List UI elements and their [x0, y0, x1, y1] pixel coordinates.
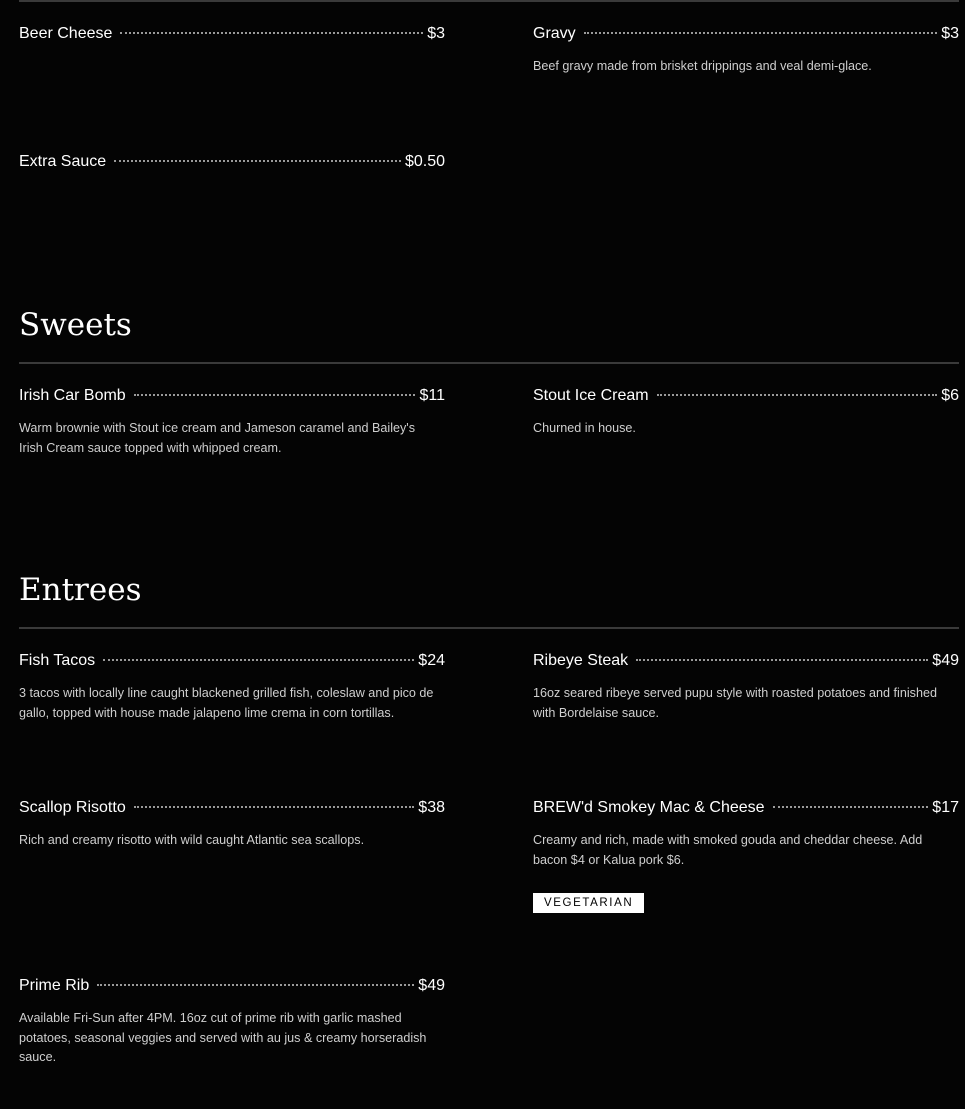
item-price: $49 [418, 977, 445, 994]
menu-item-extra-sauce [19, 150, 445, 174]
dot-leader [103, 659, 414, 661]
dot-leader [773, 806, 929, 808]
item-price: $3 [427, 25, 445, 42]
section-divider-top [19, 0, 959, 2]
menu-item-ribeye-steak [533, 649, 959, 723]
item-name: Irish Car Bomb [19, 387, 126, 404]
item-name: Gravy [533, 25, 576, 42]
section-divider-entrees [19, 627, 959, 629]
menu-item-gravy [533, 22, 959, 77]
item-description: Available Fri-Sun after 4PM. 16oz cut of prime rib with garlic mashed potatoes, seasonal veggies and served with au jus & creamy horseradish sauce. [19, 1011, 427, 1065]
item-description: 3 tacos with locally line caught blackened grilled fish, coleslaw and pico de gallo, topped with house made jalapeno lime crema in corn tortillas. [19, 686, 434, 720]
section-divider-sweets [19, 362, 959, 364]
item-price: $11 [419, 387, 445, 404]
item-name: Beer Cheese [19, 25, 113, 42]
dot-leader [584, 32, 938, 34]
item-description: Creamy and rich, made with smoked gouda and cheddar cheese. Add bacon $4 or Kalua pork $6. [533, 833, 923, 867]
menu-item-beer-cheese [19, 22, 445, 46]
section-title-sweets: Sweets [19, 307, 132, 343]
menu-item-scallop-risotto [19, 796, 445, 851]
dot-leader [134, 806, 415, 808]
item-description: Beef gravy made from brisket drippings and veal demi-glace. [533, 59, 872, 73]
item-description: Warm brownie with Stout ice cream and Jameson caramel and Bailey's Irish Cream sauce topped with whipped cream. [19, 421, 416, 455]
item-price: $38 [418, 799, 445, 816]
item-description: Rich and creamy risotto with wild caught Atlantic sea scallops. [19, 833, 365, 847]
menu-item-mac-cheese [533, 796, 959, 913]
dot-leader [636, 659, 928, 661]
dot-leader [134, 394, 416, 396]
item-price: $0.50 [404, 153, 445, 170]
dot-leader [97, 984, 414, 986]
menu-item-prime-rib [19, 974, 445, 1068]
menu-item-fish-tacos [19, 649, 445, 723]
vegetarian-badge: VEGETARIAN [533, 893, 644, 913]
item-name: Ribeye Steak [533, 652, 629, 669]
item-price: $6 [941, 387, 959, 404]
item-name: Prime Rib [19, 977, 90, 994]
item-name: Scallop Risotto [19, 799, 126, 816]
item-price: $49 [932, 652, 959, 669]
item-name: Stout Ice Cream [533, 387, 649, 404]
item-name: Extra Sauce [19, 153, 107, 170]
item-name: Fish Tacos [19, 652, 96, 669]
item-price: $17 [932, 799, 959, 816]
item-price: $3 [941, 25, 959, 42]
item-description: 16oz seared ribeye served pupu style with roasted potatoes and finished with Bordelaise sauce. [533, 686, 937, 720]
menu-item-irish-car-bomb [19, 384, 445, 458]
menu-item-stout-ice-cream [533, 384, 959, 439]
item-name: BREW'd Smokey Mac & Cheese [533, 799, 765, 816]
item-price: $24 [418, 652, 445, 669]
dot-leader [120, 32, 423, 34]
dot-leader [114, 160, 401, 162]
item-description: Churned in house. [533, 421, 636, 435]
section-title-entrees: Entrees [19, 572, 142, 608]
dot-leader [657, 394, 938, 396]
